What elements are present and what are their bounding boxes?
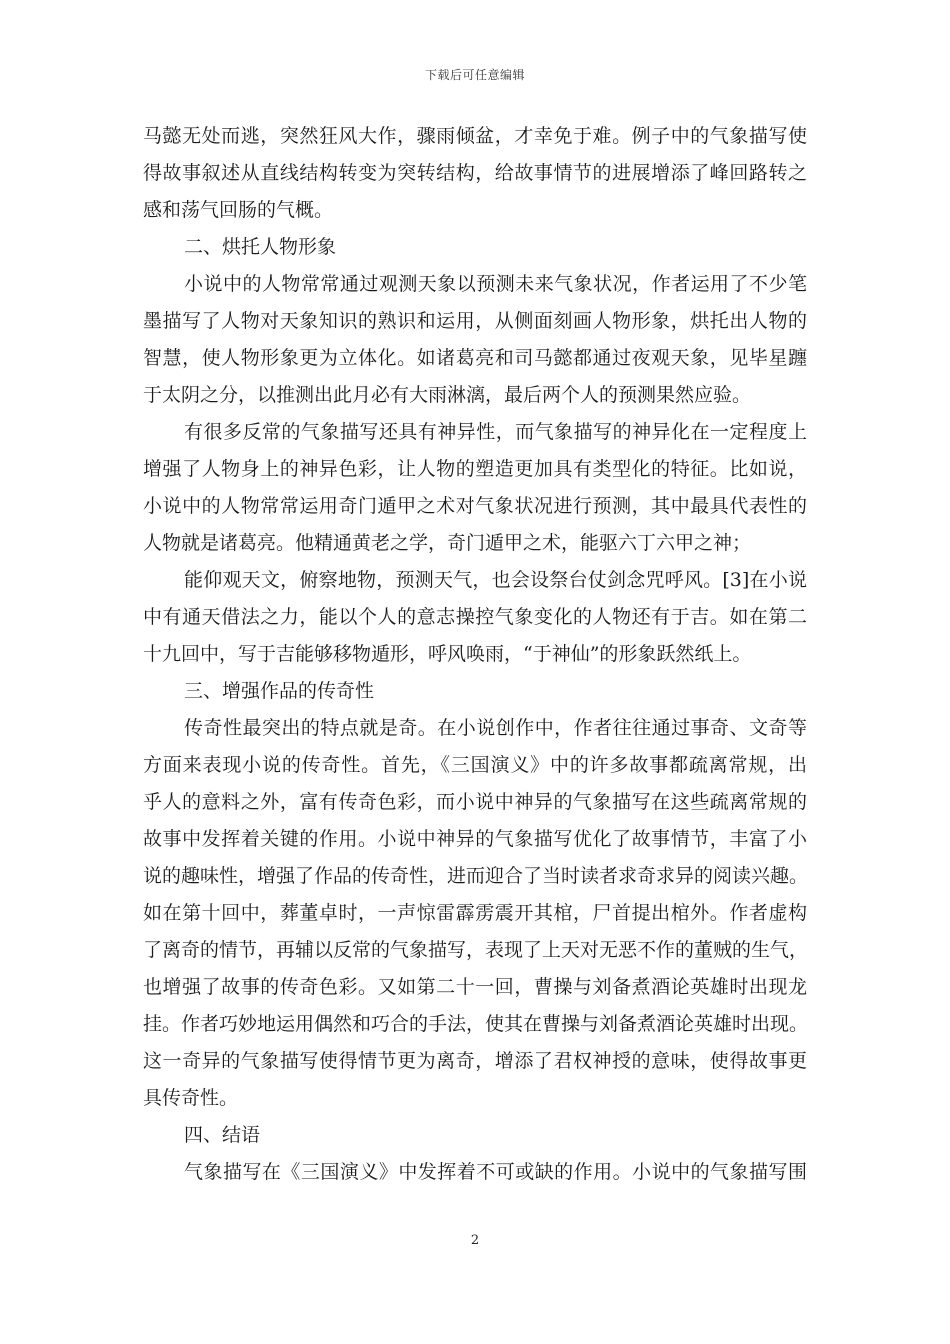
body-line: 说的趣味性，增强了作品的传奇性，进而迎合了当时读者求奇求异的阅读兴趣。 xyxy=(143,865,809,887)
document-body xyxy=(143,118,807,1191)
page-header: 下载后可任意编辑 xyxy=(424,68,525,82)
paragraph-first-line: 传奇性最突出的特点就是奇。在小说创作中，作者往往通过事奇、文奇等 xyxy=(184,717,807,739)
body-line: 墨描写了人物对天象知识的熟识和运用，从侧面刻画人物形象，烘托出人物的 xyxy=(143,310,807,332)
body-line: 了离奇的情节，再辅以反常的气象描写，表现了上天对无恶不作的董贼的生气， xyxy=(143,939,809,961)
section-heading: 四、结语 xyxy=(184,1124,261,1146)
body-line: 智慧，使人物形象更为立体化。如诸葛亮和司马懿都通过夜观天象，见毕星躔 xyxy=(143,347,807,369)
body-line: 马懿无处而逃，突然狂风大作，骤雨倾盆，才幸免于难。例子中的气象描写使 xyxy=(143,125,807,147)
page-number: 2 xyxy=(470,1233,480,1248)
body-line: 十九回中，写于吉能够移物遁形，呼风唤雨，“于神仙”的形象跃然纸上。 xyxy=(143,643,752,665)
body-line: 得故事叙述从直线结构转变为突转结构，给故事情节的进展增添了峰回路转之 xyxy=(143,162,807,184)
body-line: 感和荡气回肠的气概。 xyxy=(143,199,334,221)
body-line: 乎人的意料之外，富有传奇色彩，而小说中神异的气象描写在这些疏离常规的 xyxy=(143,791,807,813)
body-line: 于太阴之分，以推测出此月必有大雨淋漓，最后两个人的预测果然应验。 xyxy=(143,384,752,406)
body-line: 这一奇异的气象描写使得情节更为离奇，增添了君权神授的意味，使得故事更 xyxy=(143,1050,807,1072)
body-line: 也增强了故事的传奇色彩。又如第二十一回，曹操与刘备煮酒论英雄时出现龙 xyxy=(143,976,807,998)
paragraph-first-line: 小说中的人物常常通过观测天象以预测未来气象状况，作者运用了不少笔 xyxy=(184,273,807,295)
section-heading: 二、烘托人物形象 xyxy=(184,236,337,258)
body-line: 增强了人物身上的神异色彩，让人物的塑造更加具有类型化的特征。比如说， xyxy=(143,458,807,480)
body-line: 具传奇性。 xyxy=(143,1087,239,1109)
paragraph-first-line: 有很多反常的气象描写还具有神异性，而气象描写的神异化在一定程度上 xyxy=(184,421,807,443)
body-line: 挂。作者巧妙地运用偶然和巧合的手法，使其在曹操与刘备煮酒论英雄时出现。 xyxy=(143,1013,809,1035)
body-line: 如在第十回中，葬董卓时，一声惊雷霹雳震开其棺，尸首提出棺外。作者虚构 xyxy=(143,902,807,924)
paragraph-first-line: 气象描写在《三国演义》中发挥着不可或缺的作用。小说中的气象描写围 xyxy=(184,1161,807,1183)
body-line: 中有通天借法之力，能以个人的意志操控气象变化的人物还有于吉。如在第二 xyxy=(143,606,807,628)
body-line: 人物就是诸葛亮。他精通黄老之学，奇门遁甲之术，能驱六丁六甲之神； xyxy=(143,532,752,554)
paragraph-first-line: 能仰观天文，俯察地物，预测天气，也会设祭台仗剑念咒呼风。[3]在小说 xyxy=(184,569,807,591)
body-line: 故事中发挥着关键的作用。小说中神异的气象描写优化了故事情节，丰富了小 xyxy=(143,828,807,850)
body-line: 小说中的人物常常运用奇门遁甲之术对气象状况进行预测，其中最具代表性的 xyxy=(143,495,807,517)
body-line: 方面来表现小说的传奇性。首先，《三国演义》中的许多故事都疏离常规，出 xyxy=(143,754,807,776)
section-heading: 三、增强作品的传奇性 xyxy=(184,680,375,702)
